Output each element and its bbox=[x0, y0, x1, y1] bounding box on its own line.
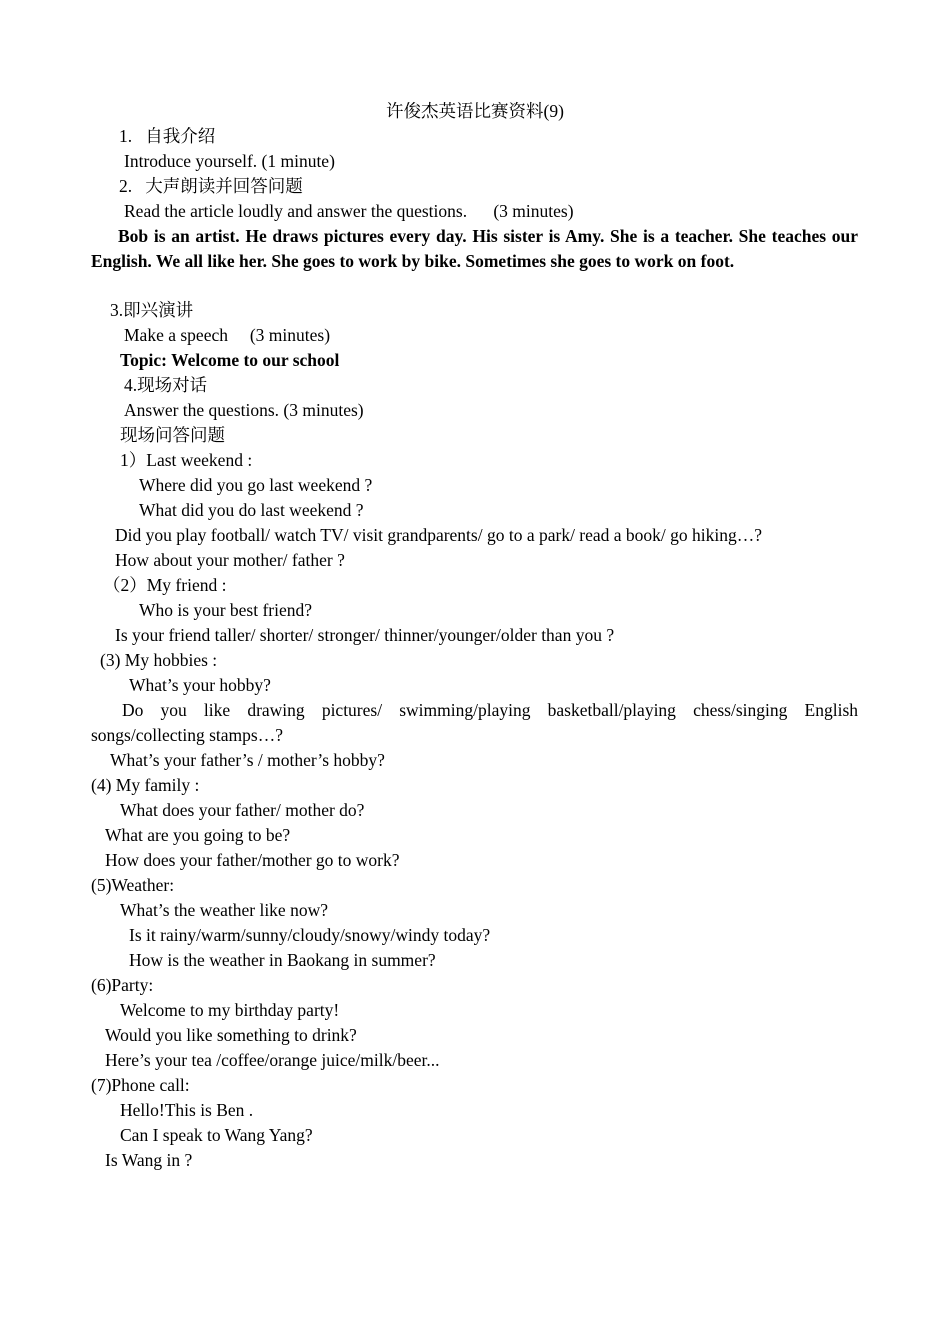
topic-1-question: Where did you go last weekend ? bbox=[139, 475, 373, 495]
topic-1-question: Did you play football/ watch TV/ visit grandparents/ go to a park/ read a book/ go hiking…? bbox=[115, 525, 763, 545]
topic-4-heading: (4) My family : bbox=[91, 775, 200, 795]
speech-topic: Topic: Welcome to our school bbox=[120, 350, 340, 370]
topic-1-question: What did you do last weekend ? bbox=[139, 500, 364, 520]
section-2-time: (3 minutes) bbox=[493, 201, 574, 221]
topic-5-question: Is it rainy/warm/sunny/cloudy/snowy/windy today? bbox=[129, 925, 491, 945]
section-3-time: (3 minutes) bbox=[249, 325, 331, 345]
topic-4-question: What does your father/ mother do? bbox=[120, 800, 365, 820]
section-1-title: 自我介绍 bbox=[145, 126, 216, 146]
topic-3-question: What’s your father’s / mother’s hobby? bbox=[110, 750, 385, 770]
topic-3-heading: (3) My hobbies : bbox=[100, 650, 218, 670]
topic-1-question: How about your mother/ father ? bbox=[115, 550, 345, 570]
topic-5-question: What’s the weather like now? bbox=[120, 900, 328, 920]
section-2-instruction-text: Read the article loudly and answer the questions. bbox=[124, 201, 468, 221]
topic-5-question: How is the weather in Baokang in summer? bbox=[129, 950, 436, 970]
topic-6-question: Here’s your tea /coffee/orange juice/milk/beer... bbox=[105, 1050, 440, 1070]
section-4-instruction: Answer the questions. (3 minutes) bbox=[124, 400, 364, 420]
topic-6-question: Welcome to my birthday party! bbox=[120, 1000, 340, 1020]
section-3-instruction-text: Make a speech bbox=[124, 325, 228, 345]
topic-7-question: Can I speak to Wang Yang? bbox=[120, 1125, 313, 1145]
topic-6-question: Would you like something to drink? bbox=[105, 1025, 357, 1045]
section-4-subtitle: 现场问答问题 bbox=[120, 425, 225, 445]
topic-3-question: What’s your hobby? bbox=[129, 675, 271, 695]
topic-5-heading: (5)Weather: bbox=[91, 875, 175, 895]
reading-article: Bob is an artist. He draws pictures every day. His sister is Amy. She is a teacher. She teaches our English. We all like her. She goes to work by bike. Sometimes she goes to work on foot. bbox=[91, 226, 858, 271]
section-2-number: 2. bbox=[119, 176, 133, 196]
section-2-heading bbox=[119, 174, 303, 199]
topic-2-question: Who is your best friend? bbox=[139, 600, 313, 620]
topic-6-heading: (6)Party: bbox=[91, 975, 154, 995]
section-1-heading bbox=[119, 124, 215, 149]
topic-2-heading: （2）My friend : bbox=[103, 575, 227, 595]
topic-1-heading: 1）Last weekend : bbox=[120, 450, 253, 470]
topic-7-question: Hello!This is Ben . bbox=[120, 1100, 254, 1120]
section-4-heading: 4.现场对话 bbox=[124, 375, 208, 395]
section-1-number: 1. bbox=[119, 126, 133, 146]
topic-7-heading: (7)Phone call: bbox=[91, 1075, 190, 1095]
section-2-title: 大声朗读并回答问题 bbox=[145, 176, 303, 196]
topic-4-question: What are you going to be? bbox=[105, 825, 291, 845]
topic-2-question: Is your friend taller/ shorter/ stronger/ thinner/younger/older than you ? bbox=[115, 625, 615, 645]
page-title: 许俊杰英语比赛资料(9) bbox=[386, 101, 564, 121]
topic-4-question: How does your father/mother go to work? bbox=[105, 850, 400, 870]
section-3-heading: 3.即兴演讲 bbox=[110, 300, 194, 320]
topic-3-question: Do you like drawing pictures/ swimming/playing basketball/playing chess/singing English songs/collecting stamps…? bbox=[91, 700, 858, 745]
section-1-instruction: Introduce yourself. (1 minute) bbox=[124, 151, 335, 171]
topic-7-question: Is Wang in ? bbox=[105, 1150, 193, 1170]
section-3-instruction bbox=[124, 323, 330, 348]
section-2-instruction bbox=[124, 199, 574, 224]
